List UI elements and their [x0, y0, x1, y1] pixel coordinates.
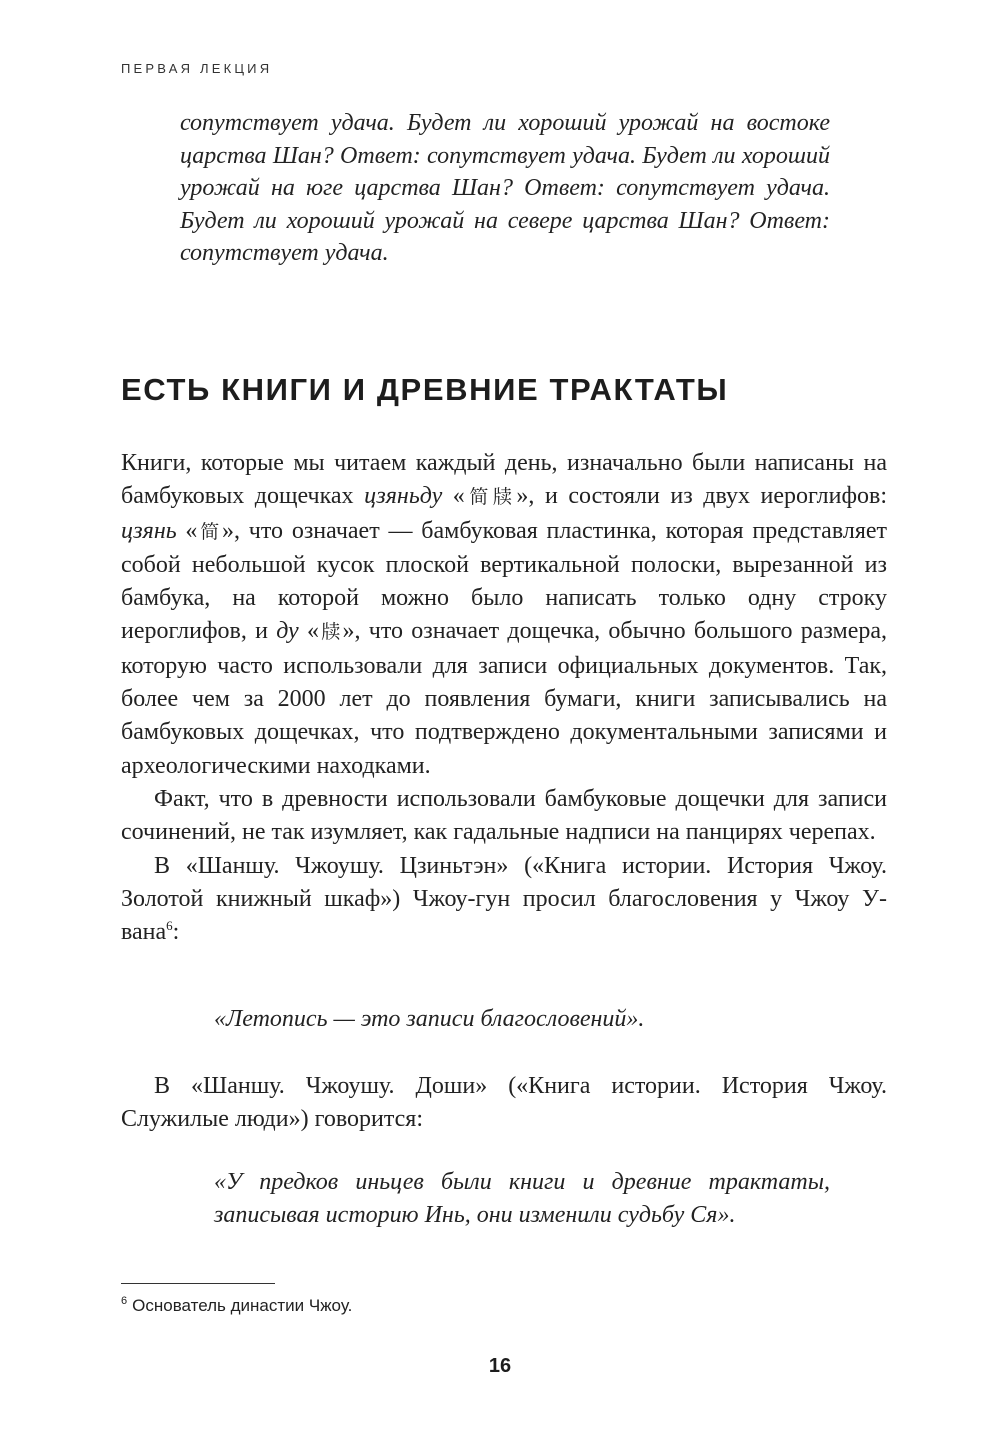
footnote-ref-6[interactable]: 6 — [166, 918, 173, 934]
footnote-number: 6 — [121, 1295, 128, 1308]
quote-open-1: « — [442, 483, 465, 510]
paragraph-2: Факт, что в древности использовали бамбуковые дощечки для записи сочинений, не так изумляет, как гадальные надписи на панцирях черепах. — [121, 785, 887, 846]
quote-2 — [214, 1003, 830, 1036]
term-du: ду — [276, 618, 299, 645]
term-czyandu: цзяньду — [364, 483, 443, 510]
hanzi-jian: 简 — [197, 520, 223, 543]
hanzi-du: 牍 — [318, 621, 343, 644]
page-number: 16 — [488, 1355, 512, 1377]
paragraph-1-part-1: Книги, которые мы читаем каждый день, изначально были написаны на бамбуковых дощечках — [121, 450, 887, 510]
paragraph-4: В «Шаншу. Чжоушу. Доши» («Книга истории. История Чжоу. Служилые люди») говорится: — [121, 1073, 887, 1133]
quote-3 — [214, 1166, 830, 1231]
paragraph-3-colon: : — [172, 919, 180, 946]
footnote-text: Основатель династии Чжоу. — [132, 1296, 353, 1315]
quote-2-text: «Летопись — это записи благословений». — [214, 1006, 645, 1032]
section-heading: ЕСТЬ КНИГИ И ДРЕВНИЕ ТРАКТАТЫ — [121, 372, 729, 407]
paragraph-1-part-2: », и состояли из двух иероглифов: — [516, 483, 888, 510]
hanzi-jiandu: 简牍 — [464, 486, 517, 509]
running-head: ПЕРВАЯ ЛЕКЦИЯ — [121, 61, 273, 76]
paragraph-1: Книги, которые мы читаем каждый день, изначально были написаны на бамбуковых дощечках цзяньду «简牍», и состояли из двух иероглифов: цзянь «简», что означает — бамбуковая пластинка, которая представляет собой небольшой кусок плоской вертикальной полоски, вырезанной из бамбука, на которой можно было написать только одну строку иероглифов, и ду «牍», что означает дощечка, обычно большого размера, которую часто использовали для записи официальных документов. Так, более чем за 2000 лет до появления бумаги, книги записывались на бамбуковых дощечках, что подтверждено документальными записями и археологическими находками. — [121, 450, 888, 779]
quote-3-text: «У предков иньцев были книги и древние трактаты, записывая историю Инь, они изменили судьбу Ся». — [214, 1169, 830, 1228]
paragraph-4-block — [121, 1070, 887, 1137]
footnote-divider — [121, 1283, 275, 1284]
term-czyan: цзянь — [121, 517, 177, 544]
paragraph-3-text: В «Шаншу. Чжоушу. Цзиньтэн» («Книга истории. История Чжоу. Золотой книжный шкаф») Чжоу-гун просил благословения у Чжоу У-вана — [121, 852, 887, 946]
opening-quote-text: сопутствует удача. Будет ли хороший урожай на востоке царства Шан? Ответ: сопутствует удача. Будет ли хороший урожай на юге царства Шан? Ответ: сопутствует удача. Будет ли хороший урожай на севере царства Шан? Ответ: сопутствует удача. — [180, 110, 830, 266]
main-text — [121, 447, 887, 949]
opening-quote — [180, 107, 830, 270]
paragraph-3 — [121, 850, 887, 950]
paragraph-1-part-4: », что означает дощечка, обычно большого размера, которую часто использовали для записи официальных документов. Так, более чем за 2000 лет до появления бумаги, книги записывались на бамбуковых дощечках, что подтверждено документальными записями и археологическими находками. — [121, 618, 888, 779]
paragraph-1-part-3: », что означает — бамбуковая пластинка, которая представляет собой небольшой кусок плоской вертикальной полоски, вырезанной из бамбука, на которой можно было написать только одну строку иероглифов, и — [121, 517, 887, 645]
footnote-6 — [121, 1296, 352, 1316]
